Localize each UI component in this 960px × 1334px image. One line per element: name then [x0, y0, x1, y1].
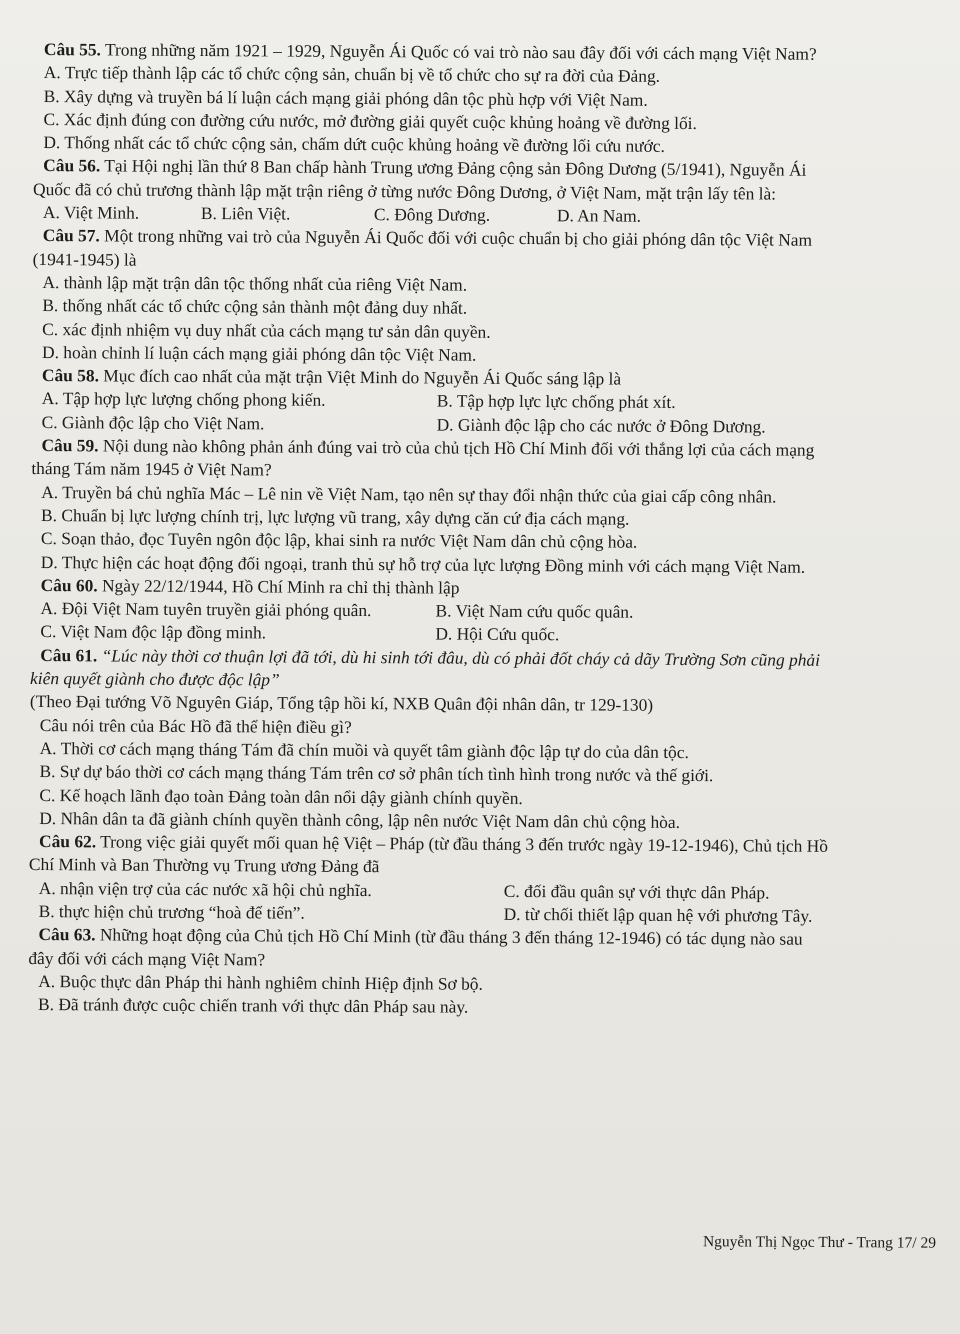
question-number: Câu 56.: [43, 155, 101, 176]
question-number: Câu 61.: [40, 644, 98, 666]
option-b: B. Việt Nam cứu quốc quân.: [435, 600, 634, 622]
question-text: Mục đích cao nhất của mặt trận Việt Minh do Nguyễn Ái Quốc sáng lập là: [103, 365, 622, 389]
question-55: [33, 38, 944, 160]
question-number: Câu 63.: [38, 924, 96, 945]
option-b: B. Chuẩn bị lực lượng chính trị, lực lượng vũ trang, xây dựng căn cứ địa cách mạng.: [41, 504, 630, 529]
option-c: C. Soạn thảo, đọc Tuyên ngôn độc lập, khai sinh ra nước Việt Nam dân chủ cộng hòa.: [40, 528, 638, 552]
question-number: Câu 62.: [39, 831, 97, 852]
question-text: Nội dung nào không phản ánh đúng vai trò của chủ tịch Hồ Chí Minh đối với thắng lợi của cách mạng: [102, 435, 815, 460]
page-footer: Nguyễn Thị Ngọc Thư - Trang 17/ 29: [702, 1233, 937, 1252]
option-d: D. hoàn chỉnh lí luận cách mạng giải phóng dân tộc Việt Nam.: [42, 341, 477, 365]
quote-text-cont: kiên quyết giành cho được độc lập”: [30, 668, 280, 690]
question-number: Câu 58.: [41, 365, 100, 386]
option-b: B. Sự dự báo thời cơ cách mạng tháng Tám trên cơ sở phân tích tình hình trong nước và thế giới.: [39, 761, 714, 786]
question-60: [30, 574, 940, 649]
option-c: C. Đông Dương.: [373, 204, 491, 225]
question-62: [29, 830, 940, 929]
question-63: [28, 923, 939, 1022]
option-b: B. Tập hợp lực lực chống phát xít.: [436, 390, 676, 413]
question-text-cont: Quốc đã có chủ trương thành lập mặt trận riêng ở từng nước Đông Dương, ở Việt Nam, mặt trận lấy tên là:: [33, 178, 777, 204]
question-text: Ngày 22/12/1944, Hồ Chí Minh ra chỉ thị thành lập: [101, 575, 460, 598]
question-56: [33, 154, 943, 229]
option-a: A. Tập hợp lực lượng chống phong kiến.: [41, 388, 326, 411]
question-text: Trong việc giải quyết mối quan hệ Việt – Pháp (từ đầu tháng 3 đến trước ngày 19-12-1946), Chủ tịch Hồ: [100, 831, 829, 856]
option-c: C. Kế hoạch lãnh đạo toàn Đảng toàn dân nổi dậy giành chính quyền.: [39, 784, 523, 808]
option-a: A. Thời cơ cách mạng tháng Tám đã chín muồi và quyết tâm giành độc lập tự do của dân tộc.: [39, 737, 689, 762]
question-text: Một trong những vai trò của Nguyễn Ái Quốc đối với cuộc chuẩn bị cho giải phóng dân tộc Việt Nam: [104, 225, 813, 251]
option-c: C. Giành độc lập cho Việt Nam.: [41, 411, 265, 434]
question-text: Câu nói trên của Bác Hồ đã thể hiện điều gì?: [39, 714, 352, 737]
question-text-cont: (1941-1945) là: [32, 248, 137, 270]
question-58: [32, 364, 942, 439]
option-c: C. Việt Nam độc lập đồng minh.: [40, 621, 267, 643]
option-c: C. Xác định đúng con đường cứu nước, mở đường giải quyết cuộc khủng hoảng về đường lối.: [43, 108, 697, 133]
option-b: B. Xây dựng và truyền bá lí luận cách mạng giải phóng dân tộc phù hợp với Việt Nam.: [43, 85, 648, 110]
question-number: Câu 60.: [40, 574, 98, 596]
option-a: A. Buộc thực dân Pháp thi hành nghiêm chỉnh Hiệp định Sơ bộ.: [38, 970, 483, 994]
option-a: A. Truyền bá chủ nghĩa Mác – Lê nin về Việt Nam, tạo nên sự thay đổi nhận thức của giai cấp công nhân.: [41, 481, 777, 507]
option-a: A. Việt Minh.: [42, 202, 140, 223]
question-59: [31, 434, 942, 579]
option-b: B. Đã tránh được cuộc chiến tranh với thực dân Pháp sau này.: [38, 994, 469, 1017]
option-c: C. đối đầu quân sự với thực dân Pháp.: [503, 880, 770, 903]
question-text: Những hoạt động của Chủ tịch Hồ Chí Minh (từ đầu tháng 3 đến tháng 12-1946) có tác dụng nào sau: [99, 924, 803, 949]
option-c: C. xác định nhiệm vụ duy nhất của cách mạng tư sản dân quyền.: [42, 318, 491, 342]
option-a: A. nhận viện trợ của các nước xã hội chủ nghĩa.: [38, 877, 372, 900]
question-list: [28, 38, 944, 1022]
option-d: D. từ chối thiết lập quan hệ với phương Tây.: [503, 903, 813, 926]
question-text-cont: tháng Tám năm 1945 ở Việt Nam?: [31, 458, 272, 480]
option-a: A. Trực tiếp thành lập các tổ chức cộng sản, chuẩn bị về tổ chức cho sự ra đời của Đảng.: [43, 62, 661, 87]
option-a: A. thành lập mặt trận dân tộc thống nhất của riêng Việt Nam.: [42, 272, 468, 295]
option-d: D. Giành độc lập cho các nước ở Đông Dương.: [436, 414, 766, 437]
option-d: D. Thống nhất các tổ chức cộng sản, chấm dứt cuộc khủng hoảng về đường lối cứu nước.: [43, 132, 665, 157]
question-61: [29, 644, 940, 836]
option-d: D. An Nam.: [556, 205, 642, 226]
option-b: B. thực hiện chủ trương “hoà để tiến”.: [38, 901, 305, 923]
option-d: D. Hội Cứu quốc.: [435, 623, 560, 645]
question-text-cont: đây đối với cách mạng Việt Nam?: [28, 947, 266, 970]
question-text-cont: Chí Minh và Ban Thường vụ Trung ương Đảng đã: [28, 854, 380, 877]
quote-text: “Lúc này thời cơ thuận lợi đã tới, dù hi sinh tới đâu, dù có phải đốt cháy cả dãy Trường Sơn cũng phải: [101, 645, 821, 670]
question-number: Câu 57.: [42, 225, 100, 246]
question-57: [32, 224, 943, 369]
question-number: Câu 55.: [43, 39, 102, 60]
question-number: Câu 59.: [41, 435, 99, 456]
question-text: Trong những năm 1921 – 1929, Nguyễn Ái Quốc có vai trò nào sau đây đối với cách mạng Việt Nam?: [104, 39, 817, 64]
option-b: B. thống nhất các tổ chức cộng sản thành một đảng duy nhất.: [42, 295, 468, 318]
option-b: B. Liên Việt.: [200, 203, 291, 224]
option-d: D. Thực hiện các hoạt động đối ngoại, tranh thủ sự hỗ trợ của lực lượng Đồng minh với cách mạng Việt Nam.: [40, 551, 806, 577]
option-d: D. Nhân dân ta đã giành chính quyền thành công, lập nên nước Việt Nam dân chủ cộng hòa.: [39, 807, 681, 832]
option-a: A. Đội Việt Nam tuyên truyền giải phóng quân.: [40, 598, 372, 621]
question-text: Tại Hội nghị lần thứ 8 Ban chấp hành Trung ương Đảng cộng sản Đông Dương (5/1941), Nguyễn Ái: [104, 155, 807, 181]
quote-source: (Theo Đại tướng Võ Nguyên Giáp, Tổng tập hồi kí, NXB Quân đội nhân dân, tr 129-130): [29, 691, 654, 716]
